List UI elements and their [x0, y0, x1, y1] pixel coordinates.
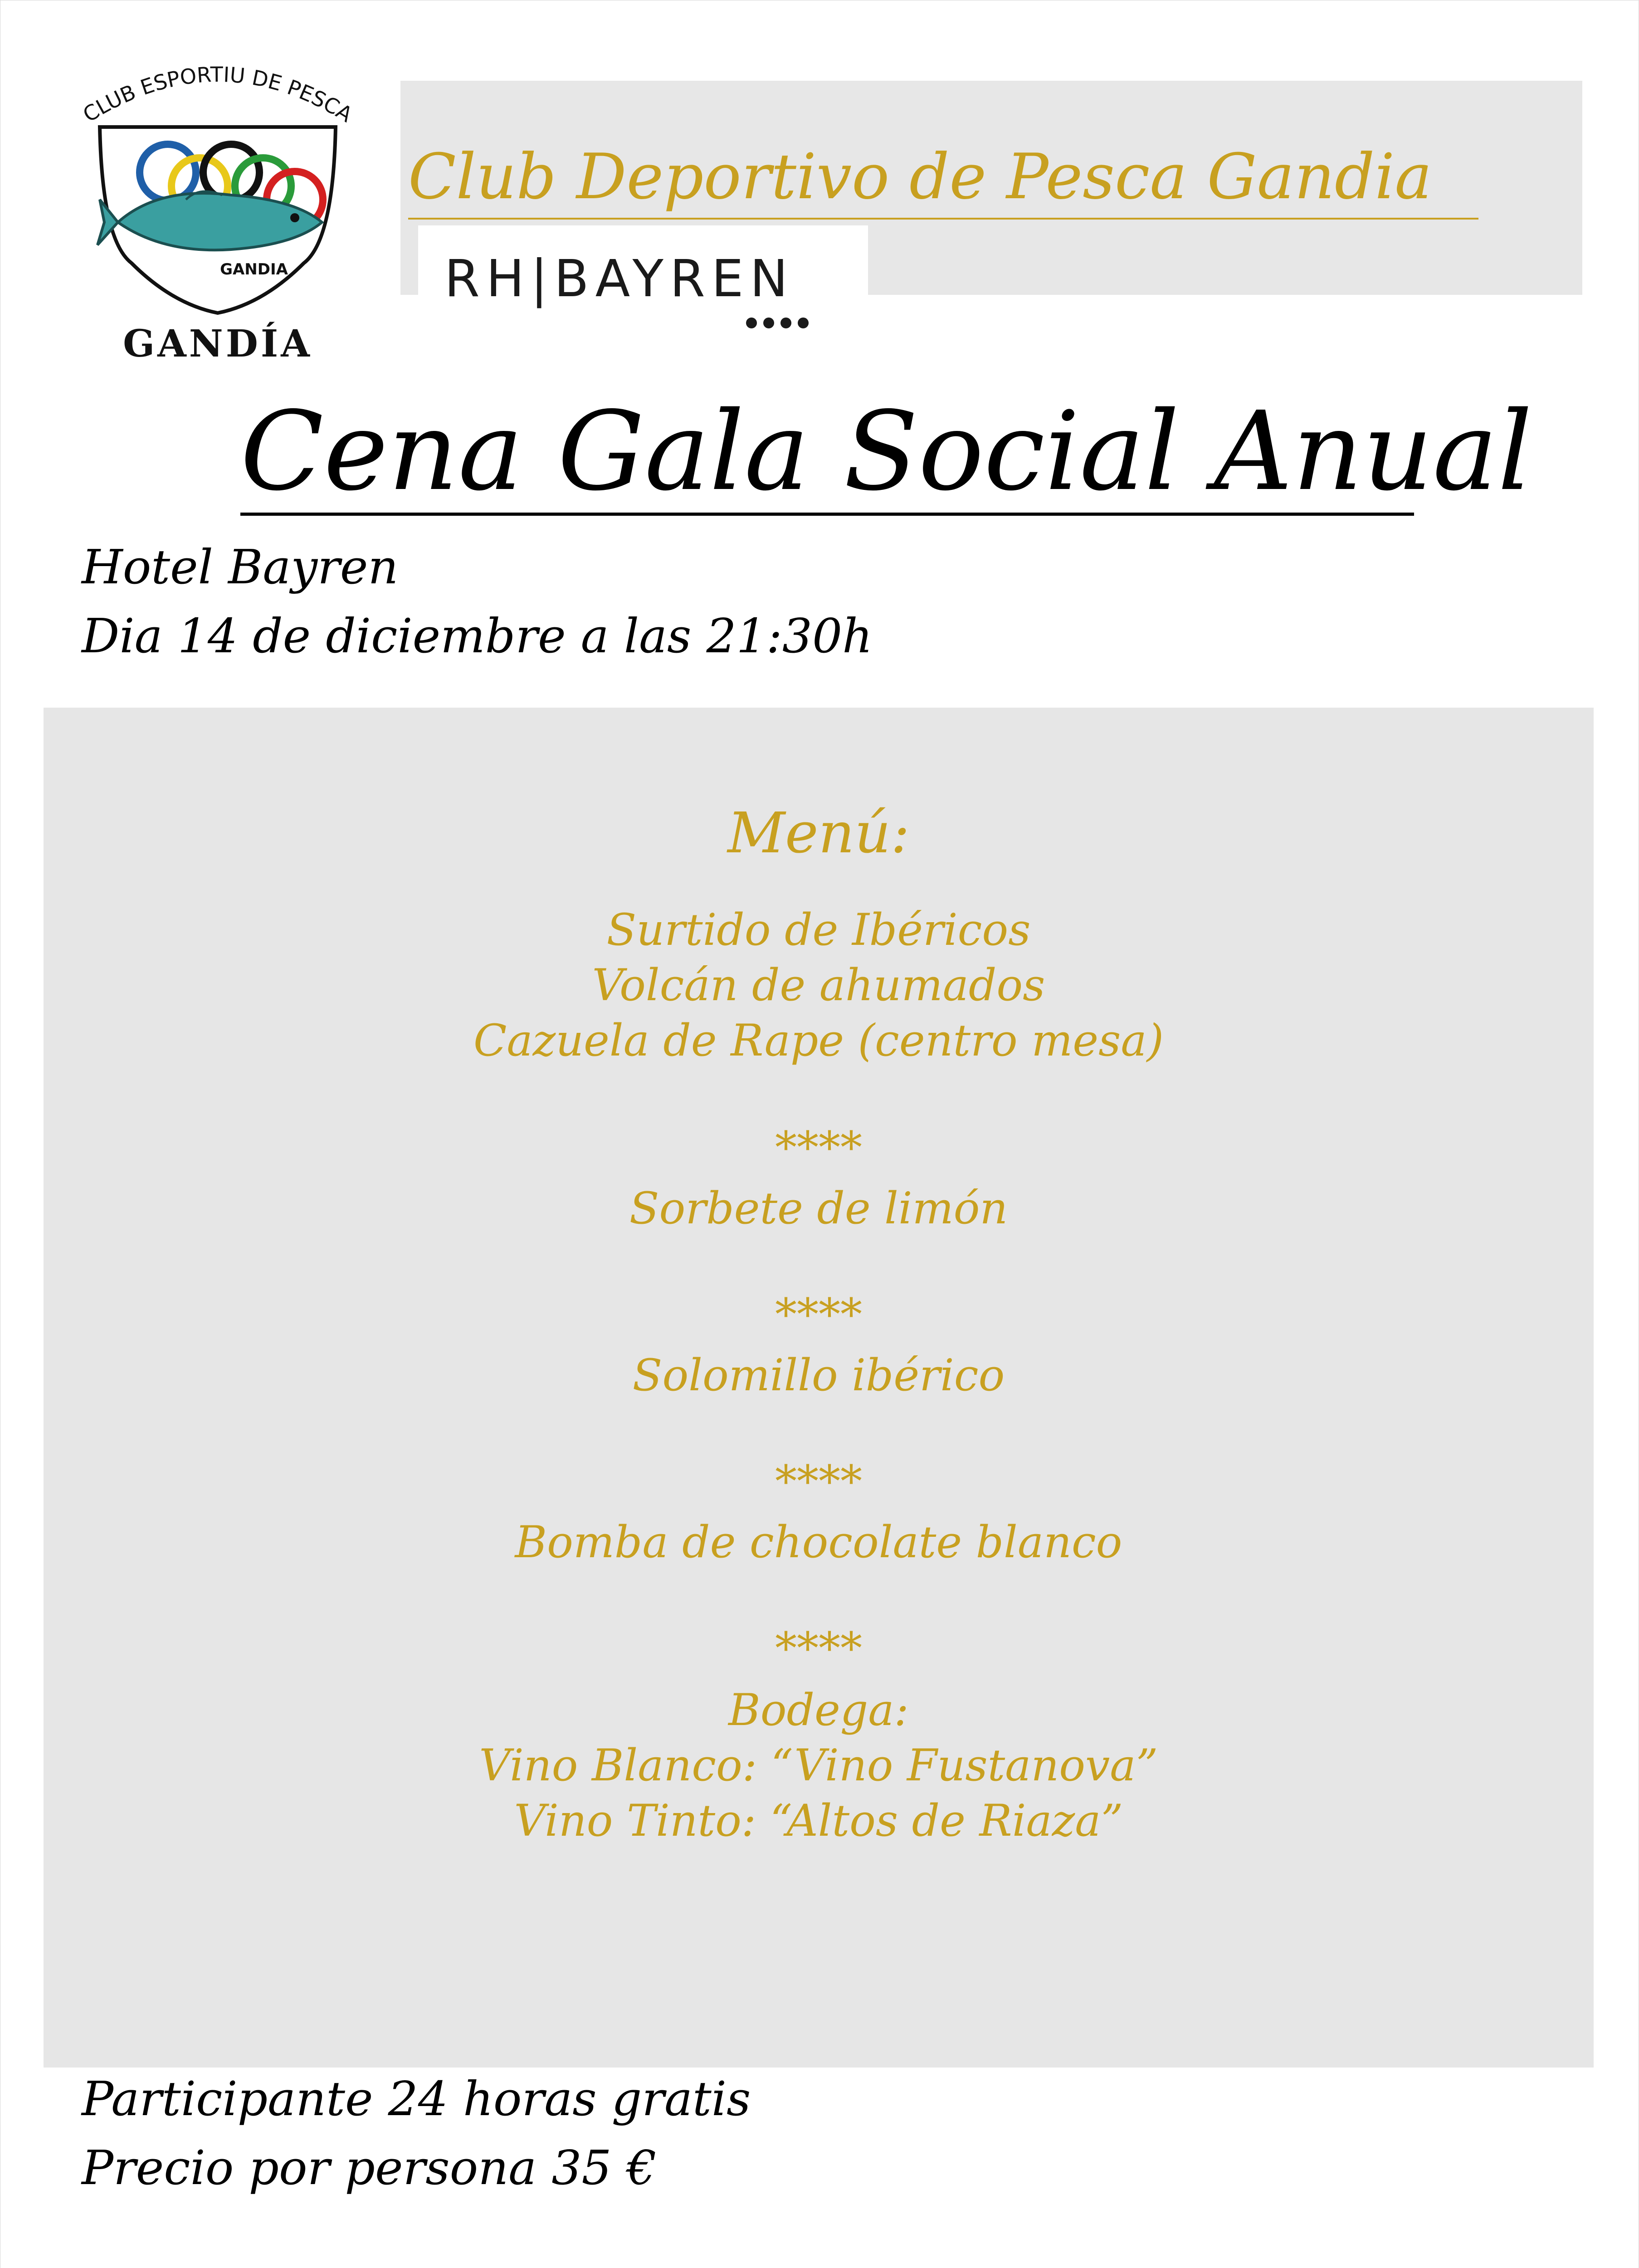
- club-logo: [50, 50, 385, 367]
- menu-item-starter-1: Surtido de Ibéricos: [606, 904, 1031, 955]
- hotel-brand-logo: RH|BAYREN: [444, 249, 795, 308]
- menu-item-dessert: Bomba de chocolate blanco: [515, 1517, 1122, 1568]
- logo-town-text: GANDÍA: [123, 322, 312, 366]
- menu-item-sorbet: Sorbete de limón: [629, 1183, 1008, 1234]
- menu-heading: Menú:: [727, 801, 910, 866]
- menu-item-starter-3: Cazuela de Rape (centro mesa): [473, 1015, 1164, 1066]
- price-per-person: Precio por persona 35 €: [82, 2140, 657, 2195]
- menu-separator: ****: [775, 1122, 862, 1173]
- menu-separator: ****: [775, 1289, 862, 1340]
- event-venue: Hotel Bayren: [82, 539, 399, 595]
- menu-separator: ****: [775, 1623, 862, 1674]
- wine-red: Vino Tinto: “Altos de Riaza”: [514, 1795, 1123, 1846]
- hotel-logo-dots-icon: [746, 318, 828, 330]
- menu-separator: ****: [775, 1456, 862, 1507]
- participant-note: Participante 24 horas gratis: [82, 2071, 751, 2126]
- club-crest-icon: [50, 50, 385, 367]
- event-title: Cena Gala Social Anual: [240, 388, 1533, 515]
- club-name: Club Deportivo de Pesca Gandia: [408, 136, 1478, 220]
- menu-item-main-course: Solomillo ibérico: [632, 1350, 1005, 1401]
- logo-inner-text: GANDIA: [220, 260, 288, 279]
- logo-arc-text: CLUB ESPORTIU DE PESCA: [78, 62, 357, 127]
- event-date-time: Dia 14 de diciembre a las 21:30h: [82, 608, 873, 664]
- wine-heading: Bodega:: [728, 1685, 909, 1735]
- wine-white: Vino Blanco: “Vino Fustanova”: [479, 1740, 1158, 1791]
- menu-item-starter-2: Volcán de ahumados: [592, 960, 1045, 1011]
